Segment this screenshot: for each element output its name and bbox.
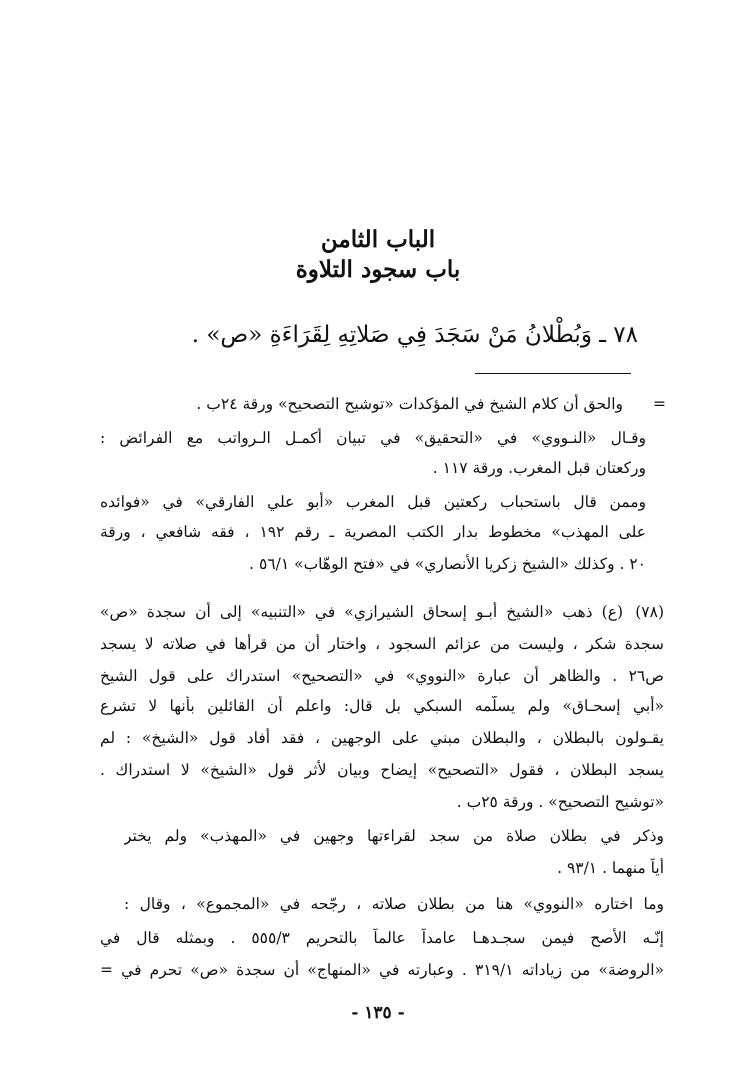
footnote-separator xyxy=(475,373,631,374)
footnote-continuation-marker: = xyxy=(653,395,666,413)
footnote-2-line: أياً منهما . ٩٣/١ . xyxy=(557,859,664,877)
footnote-2-line: إنّـه الأصح فيمن سجـدهـا عامداً عالماً بالتحريم ٥٥٥/٣ . وبمثله قال في xyxy=(100,929,664,947)
footnote-1-line: وممن قال باستحباب ركعتين قبل المغرب «أبو علي الفارقي» في «فوائده xyxy=(100,493,646,511)
footnote-2-line: «الروضة» من زياداته ٣١٩/١ . وعبارته في «المنهاج» أن سجدة «ص» تحرم في = xyxy=(100,961,664,979)
footnote-2-line: (ع) ذهب «الشيخ أبـو إسحاق الشيرازي» في «التنبيه» إلى أن سجدة «ص» xyxy=(100,603,623,621)
chapter-heading: الباب الثامن xyxy=(320,226,436,253)
footnote-2-line: يقـولون بالبطلان ، والبطلان مبني على الوجهين ، فقد أفاد قول «الشيخ» : لم xyxy=(100,729,664,747)
footnote-2-line: «أبي إسحـاق» ولم يسلّمه السبكي بل قال: واعلم أن القائلين بأنها لا تشرع xyxy=(100,697,664,715)
footnote-number: (٧٨) xyxy=(635,603,664,621)
page-number: - ١٣٥ - xyxy=(351,1003,405,1023)
footnote-2-line: «توشيح التصحيح» . ورقة ٢٥ب . xyxy=(456,793,664,811)
footnote-1-line: والحق أن كلام الشيخ في المؤكدات «توشيح التصحيح» ورقة ٢٤ب . xyxy=(196,395,623,413)
footnote-1-line: وقـال «النـووي» في «التحقيق» في تبيان أكمـل الـرواتب مع الفرائض : xyxy=(100,429,646,447)
main-entry-text: ٧٨ ـ وَبُطْلانُ مَنْ سَجَدَ فِي صَلاتِهِ لِقَرَاءَةِ «ص» . xyxy=(191,322,638,348)
footnote-2-line: سجدة شكر ، وليست من عزائم السجود ، واختار أن من قرأها في صلاته لا يسجد xyxy=(100,635,664,653)
chapter-subheading: باب سجود التلاوة xyxy=(295,256,461,283)
footnote-2-line: وما اختاره «النووي» هنا من بطلان صلاته ، رجّحه في «المجموع» ، وقال : xyxy=(124,895,664,913)
footnote-2-line: يسجد البطلان ، فقول «التصحيح» إيضاح وبيان لأثر قول «الشيخ» لا استدراك . xyxy=(100,761,664,779)
footnote-1-line: على المهذب» مخطوط بدار الكتب المصرية ـ رقم ١٩٢ ، فقه شافعي ، ورقة xyxy=(100,523,646,541)
footnote-1-line: وركعتان قبل المغرب. ورقة ١١٧ . xyxy=(432,459,646,477)
footnote-2-line: وذكر في بطلان صلاة من سجد لقراءتها وجهين في «المهذب» ولم يختر xyxy=(124,827,664,845)
footnote-1-line: ٢٠ . وكذلك «الشيخ زكريا الأنصاري» في «فتح الوهّاب» ٥٦/١ . xyxy=(249,555,646,573)
footnote-2-line: ص٢٦ . والظاهر أن عبارة «النووي» في «التصحيح» استدراك على قول الشيخ xyxy=(100,667,664,685)
